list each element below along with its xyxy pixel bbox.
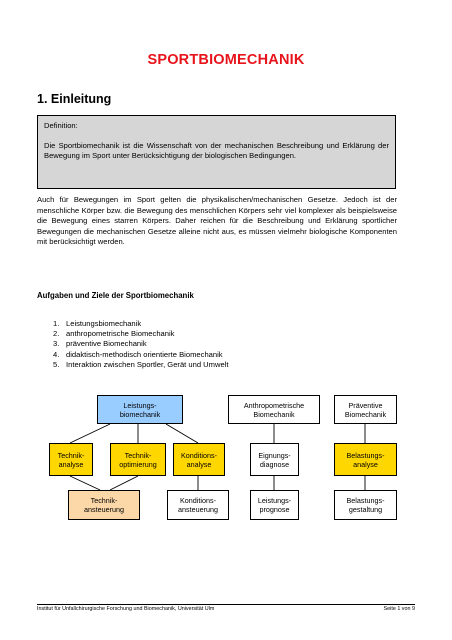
list-text: präventive Biomechanik (66, 339, 147, 349)
list-number: 3. (53, 339, 60, 349)
box-eignungsdiagnose: Eignungs- diagnose (250, 443, 299, 476)
connector-line (70, 424, 110, 443)
list-number: 4. (53, 349, 60, 359)
page-title: SPORTBIOMECHANIK (147, 52, 305, 68)
box-anthropometrische-biomechanik: Anthropometrische Biomechanik (228, 395, 320, 424)
box-technikoptimierung: Technik- optimierung (110, 443, 166, 476)
box-leistungsbiomechanik: Leistungs- biomechanik (97, 395, 183, 424)
list-number: 2. (53, 329, 60, 339)
box-technikanalyse: Technik- analyse (49, 443, 93, 476)
connector-line (110, 476, 138, 490)
list-number: 1. (53, 319, 60, 328)
intro-paragraph: Auch für Bewegungen im Sport gelten die physikalischen/mechanischen Gesetze. Jedoch ist der menschliche Körper bzw. die Bewegung des menschlichen Körpers sehr viel komplexer als beispielsweise die Bewegung eines starren Körpers. Daher reichen für die Beschreibung und Erklärung sportlicher Bewegungen die mechanischen Gesetze alleine nicht aus, es müssen vielmehr biologische Komponenten mit berücksichtigt werden. (37, 195, 397, 247)
footer-divider (37, 604, 415, 605)
subheading: Aufgaben und Ziele der Sportbiomechanik (37, 291, 194, 300)
box-konditionsansteuerung: Konditions- ansteuerung (167, 490, 229, 520)
list-text: anthropometrische Biomechanik (66, 329, 175, 339)
connector-line (166, 424, 198, 443)
box-praeventive-biomechanik: Präventive Biomechanik (334, 395, 397, 424)
definition-label: Definition: (44, 121, 78, 130)
box-belastungsanalyse: Belastungs- analyse (334, 443, 397, 476)
box-konditionsanalyse: Konditions- analyse (173, 443, 225, 476)
list-text: didaktisch-methodisch orientierte Biomechanik (66, 349, 223, 359)
footer-page-number: Seite 1 von 9 (383, 606, 415, 612)
connector-line (70, 476, 100, 490)
list-text: Leistungsbiomechanik (66, 319, 142, 328)
box-leistungsprognose: Leistungs- prognose (250, 490, 299, 520)
list-number: 5. (53, 359, 60, 369)
footer-institute: Institut für Unfallchirurgische Forschung und Biomechanik, Universität Ulm (37, 606, 215, 612)
definition-text: Die Sportbiomechanik ist die Wissenschaft von der mechanischen Beschreibung und Erklärung der Bewegung im Sport unter Berücksichtigung der biologischen Bedingungen. (44, 141, 389, 160)
box-belastungsgestaltung: Belastungs- gestaltung (334, 490, 397, 520)
section-heading: 1. Einleitung (37, 92, 112, 106)
list-text: Interaktion zwischen Sportler, Gerät und Umwelt (66, 359, 229, 369)
box-technikansteuerung: Technik- ansteuerung (68, 490, 140, 520)
